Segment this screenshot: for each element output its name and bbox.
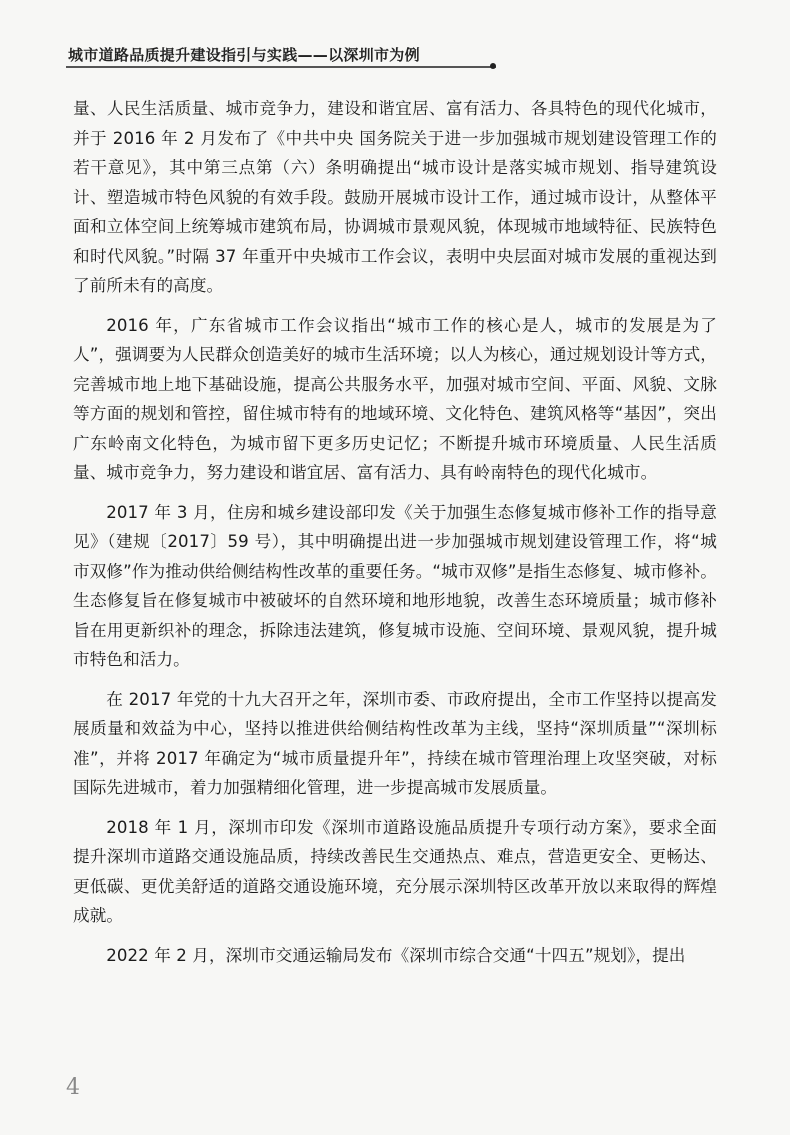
header-rule [66,66,496,68]
paragraph-continued: 量、人民生活质量、城市竞争力，建设和谐宜居、富有活力、各具特色的现代化城市，并于 2016 年 2 月发布了《中共中央 国务院关于进一步加强城市规划建设管理工作的若干意见》，其中第三点第（六）条明确提出“城市设计是落实城市规划、指导建筑设计、塑造城市特色风貌的有效手段。鼓励开展城市设计工作，通过城市设计，从整体平面和立体空间上统筹城市建筑布局，协调城市景观风貌，体现城市地域特征、民族特色和时代风貌。”时隔 37 年重开中央城市工作会议，表明中央层面对城市发展的重视达到了前所未有的高度。 [73,99,717,295]
page-number: 4 [66,1075,80,1100]
paragraph: 2022 年 2 月，深圳市交通运输局发布《深圳市综合交通“十四五”规划》，提出 [106,945,686,965]
paragraph: 2016 年，广东省城市工作会议指出“城市工作的核心是人，城市的发展是为了人”，强调要为人民群众创造美好的城市生活环境；以人为核心，通过规划设计等方式，完善城市地上地下基础设施，提高公共服务水平，加强对城市空间、平面、风貌、文脉等方面的规划和管控，留住城市特有的地域环境、文化特色、建筑风格等“基因”，突出广东岭南文化特色，为城市留下更多历史记忆；不断提升城市环境质量、人民生活质量、城市竞争力，努力建设和谐宜居、富有活力、具有岭南特色的现代化城市。 [73,315,717,482]
paragraph: 2018 年 1 月，深圳市印发《深圳市道路设施品质提升专项行动方案》，要求全面提升深圳市道路交通设施品质，持续改善民生交通热点、难点，营造更安全、更畅达、更低碳、更优美舒适的道路交通设施环境，充分展示深圳特区改革开放以来取得的辉煌成就。 [73,817,717,925]
paragraph: 2017 年 3 月，住房和城乡建设部印发《关于加强生态修复城市修补工作的指导意见》（建规〔2017〕59 号），其中明确提出进一步加强城市规划建设管理工作，将“城市双修”作为推动供给侧结构性改革的重要任务。“城市双修”是指生态修复、城市修补。生态修复旨在修复城市中被破坏的自然环境和地形地貌，改善生态环境质量；城市修补旨在用更新织补的理念，拆除违法建筑，修复城市设施、空间环境、景观风貌，提升城市特色和活力。 [73,502,717,669]
body-text [73,94,717,980]
running-header-title: 城市道路品质提升建设指引与实践——以深圳市为例 [68,46,420,64]
header-dot-icon [490,63,496,69]
header-ornament [460,63,496,71]
paragraph: 在 2017 年党的十九大召开之年，深圳市委、市政府提出，全市工作坚持以提高发展质量和效益为中心，坚持以推进供给侧结构性改革为主线，坚持“深圳质量”“深圳标准”，并将 2017 年确定为“城市质量提升年”，持续在城市管理治理上攻坚突破，对标国际先进城市，着力加强精细化管理，进一步提高城市发展质量。 [73,689,717,797]
